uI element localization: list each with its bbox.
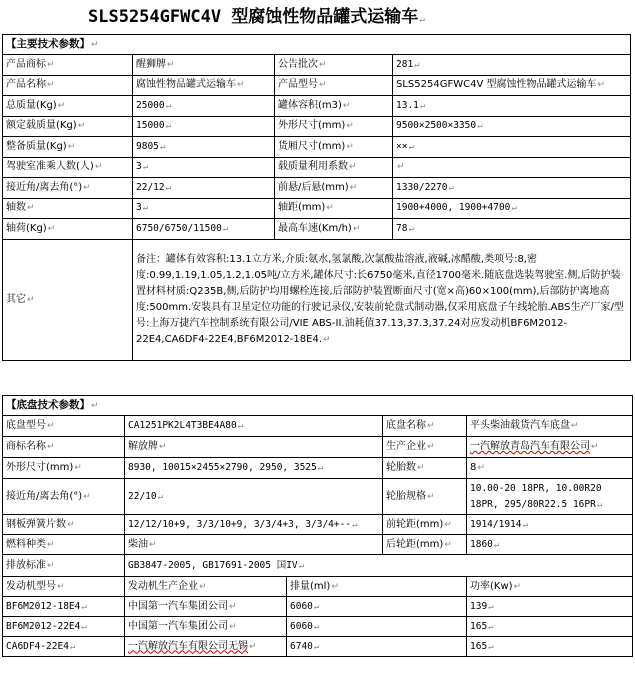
spec-label: 公告批次↵	[275, 55, 393, 76]
spec-value: 6750/6750/11500↵	[133, 219, 275, 240]
spec-value: 醒狮牌↵	[133, 55, 275, 76]
engine-maker: 中国第一汽车集团公司↵	[125, 617, 287, 637]
engine-header-maker: 发动机生产企业↵	[125, 577, 287, 597]
engine-header-power: 功率(Kw)↵	[467, 577, 633, 597]
chassis-value: 8↵	[467, 458, 633, 479]
spec-label: 罐体容积(m3)↵	[275, 96, 393, 117]
spec-row	[3, 157, 631, 178]
chassis-row	[3, 437, 633, 458]
chassis-label: 底盘名称↵	[383, 416, 467, 437]
chassis-label: 底盘型号↵	[3, 416, 125, 437]
chassis-label: 轮胎数↵	[383, 458, 467, 479]
chassis-section-header: 【底盘技术参数】↵	[3, 396, 633, 416]
spec-label: 货厢尺寸(mm)↵	[275, 137, 393, 158]
front-track-value: 1914/1914↵	[467, 515, 633, 535]
engine-maker: 中国第一汽车集团公司↵	[125, 597, 287, 617]
spec-label: 轴距(mm)↵	[275, 198, 393, 219]
spec-row	[3, 96, 631, 117]
main-rows	[3, 55, 631, 240]
engine-header-row	[3, 577, 633, 597]
document-title: SLS5254GFWC4V 型腐蚀性物品罐式运输车↵	[88, 7, 425, 27]
spec-label: 产品型号↵	[275, 75, 393, 96]
spec-value: 9805↵	[133, 137, 275, 158]
spec-value: ××↵	[393, 137, 631, 158]
chassis-row	[3, 458, 633, 479]
spec-row	[3, 219, 631, 240]
spec-label: 外形尺寸(mm)↵	[275, 116, 393, 137]
spec-value: 3↵	[133, 157, 275, 178]
main-parameters-table	[2, 34, 631, 361]
other-notes: 备注：罐体有效容积:13.1立方米,介质:氨水,氢氯酸,次氯酸盐溶液,液碱,冰醋酸,类项号:8,密度:0.99,1.19,1.05,1.2,1.05吨/立方米,罐体尺寸:长6750毫米,直径1700毫米.随底盘选装驾驶室.侧,后防护装置材料材质:Q235B,侧,后防护均用螺栓连接,后部防护装置断面尺寸(宽×高)60×100(mm),后部防护离地高度:500mm.安装具有卫星定位功能的行驶记录仪,安装前轮盘式制动器,仅采用底盘子午线轮胎.ABS生产厂家/型号:上海万捷汽车控制系统有限公司/VIE ABS-II.油耗值37.13,37.3,37.24对应发动机BF6M2012-22E4,CA6DF4-22E4,BF6M2012-18E4.↵	[133, 239, 631, 360]
fuel-type-label: 燃料种类↵	[3, 535, 125, 555]
spec-value: 腐蚀性物品罐式运输车↵	[133, 75, 275, 96]
spec-value: 78↵	[393, 219, 631, 240]
engine-row	[3, 637, 633, 657]
spec-label: 轴数↵	[3, 198, 133, 219]
rear-track-value: 1860↵	[467, 535, 633, 555]
engine-row	[3, 617, 633, 637]
spec-label: 产品名称↵	[3, 75, 133, 96]
approach-angle-value: 22/10↵	[125, 479, 383, 515]
engine-row	[3, 597, 633, 617]
spec-label: 轴荷(Kg)↵	[3, 219, 133, 240]
main-section-header: 【主要技术参数】↵	[3, 35, 631, 55]
spec-value: 25000↵	[133, 96, 275, 117]
engine-maker: 一汽解放汽车有限公司无锡↵	[125, 637, 287, 657]
spec-label: 接近角/离去角(°)↵	[3, 178, 133, 199]
chassis-row	[3, 416, 633, 437]
chassis-value: CA1251PK2L4T3BE4A80↵	[125, 416, 383, 437]
engine-header-displacement: 排量(ml)↵	[287, 577, 467, 597]
spec-label: 载质量利用系数↵	[275, 157, 393, 178]
other-label: 其它↵	[3, 239, 133, 360]
chassis-value: 8930, 10015×2455×2790, 2950, 3525↵	[125, 458, 383, 479]
spec-label: 整备质量(Kg)↵	[3, 137, 133, 158]
spec-row	[3, 55, 631, 76]
chassis-label: 商标名称↵	[3, 437, 125, 458]
engine-model: BF6M2012-22E4↵	[3, 617, 125, 637]
spec-label: 驾驶室准乘人数(人)↵	[3, 157, 133, 178]
spec-label: 额定载质量(Kg)↵	[3, 116, 133, 137]
spec-value: 1330/2270↵	[393, 178, 631, 199]
spec-value: 1900+4000, 1900+4700↵	[393, 198, 631, 219]
spec-value: 9500×2500×3350↵	[393, 116, 631, 137]
fuel-type-value: 柴油↵	[125, 535, 383, 555]
title-model: SLS5254GFWC4V	[88, 7, 222, 27]
tire-spec-label: 轮胎规格↵	[383, 479, 467, 515]
engine-power: 165↵	[467, 637, 633, 657]
spec-row	[3, 198, 631, 219]
rear-track-label: 后轮距(mm)↵	[383, 535, 467, 555]
spec-value: 15000↵	[133, 116, 275, 137]
chassis-value: 平头柴油载货汽车底盘↵	[467, 416, 633, 437]
chassis-label: 生产企业↵	[383, 437, 467, 458]
engine-rows	[3, 597, 633, 657]
engine-displacement: 6060↵	[287, 597, 467, 617]
spec-value: ↵	[393, 157, 631, 178]
chassis-rows	[3, 416, 633, 479]
approach-angle-label: 接近角/离去角(°)↵	[3, 479, 125, 515]
emission-value: GB3847-2005, GB17691-2005 国IV↵	[125, 555, 633, 577]
engine-model: BF6M2012-18E4↵	[3, 597, 125, 617]
chassis-value: 解放牌↵	[125, 437, 383, 458]
spec-value: 3↵	[133, 198, 275, 219]
tire-spec-value	[467, 479, 633, 515]
spec-label: 总质量(Kg)↵	[3, 96, 133, 117]
engine-model: CA6DF4-22E4↵	[3, 637, 125, 657]
engine-displacement: 6740↵	[287, 637, 467, 657]
spec-label: 产品商标↵	[3, 55, 133, 76]
spec-row	[3, 178, 631, 199]
title-name: 型腐蚀性物品罐式运输车	[231, 7, 419, 27]
front-track-label: 前轮距(mm)↵	[383, 515, 467, 535]
chassis-label: 外形尺寸(mm)↵	[3, 458, 125, 479]
spec-label: 最高车速(Km/h)↵	[275, 219, 393, 240]
engine-header-model: 发动机型号↵	[3, 577, 125, 597]
spring-count-label: 钢板弹簧片数↵	[3, 515, 125, 535]
tire-spec-line: 10.00-20 18PR, 10.00R20	[470, 482, 602, 494]
spec-value: 22/12↵	[133, 178, 275, 199]
spec-value: 13.1↵	[393, 96, 631, 117]
spec-value: SLS5254GFWC4V 型腐蚀性物品罐式运输车↵	[393, 75, 631, 96]
tire-spec-line: 18PR, 295/80R22.5 16PR↵	[470, 498, 603, 510]
spec-row	[3, 75, 631, 96]
spec-value: 281↵	[393, 55, 631, 76]
emission-label: 排放标准↵	[3, 555, 125, 577]
engine-displacement: 6060↵	[287, 617, 467, 637]
spec-label: 前悬/后悬(mm)↵	[275, 178, 393, 199]
chassis-parameters-table	[2, 395, 633, 657]
engine-power: 139↵	[467, 597, 633, 617]
engine-power: 165↵	[467, 617, 633, 637]
spec-row	[3, 116, 631, 137]
spring-count-value: 12/12/10+9, 3/3/10+9, 3/3/4+3, 3/3/4+--↵	[125, 515, 383, 535]
spec-row	[3, 137, 631, 158]
chassis-value: 一汽解放青岛汽车有限公司↵	[467, 437, 633, 458]
